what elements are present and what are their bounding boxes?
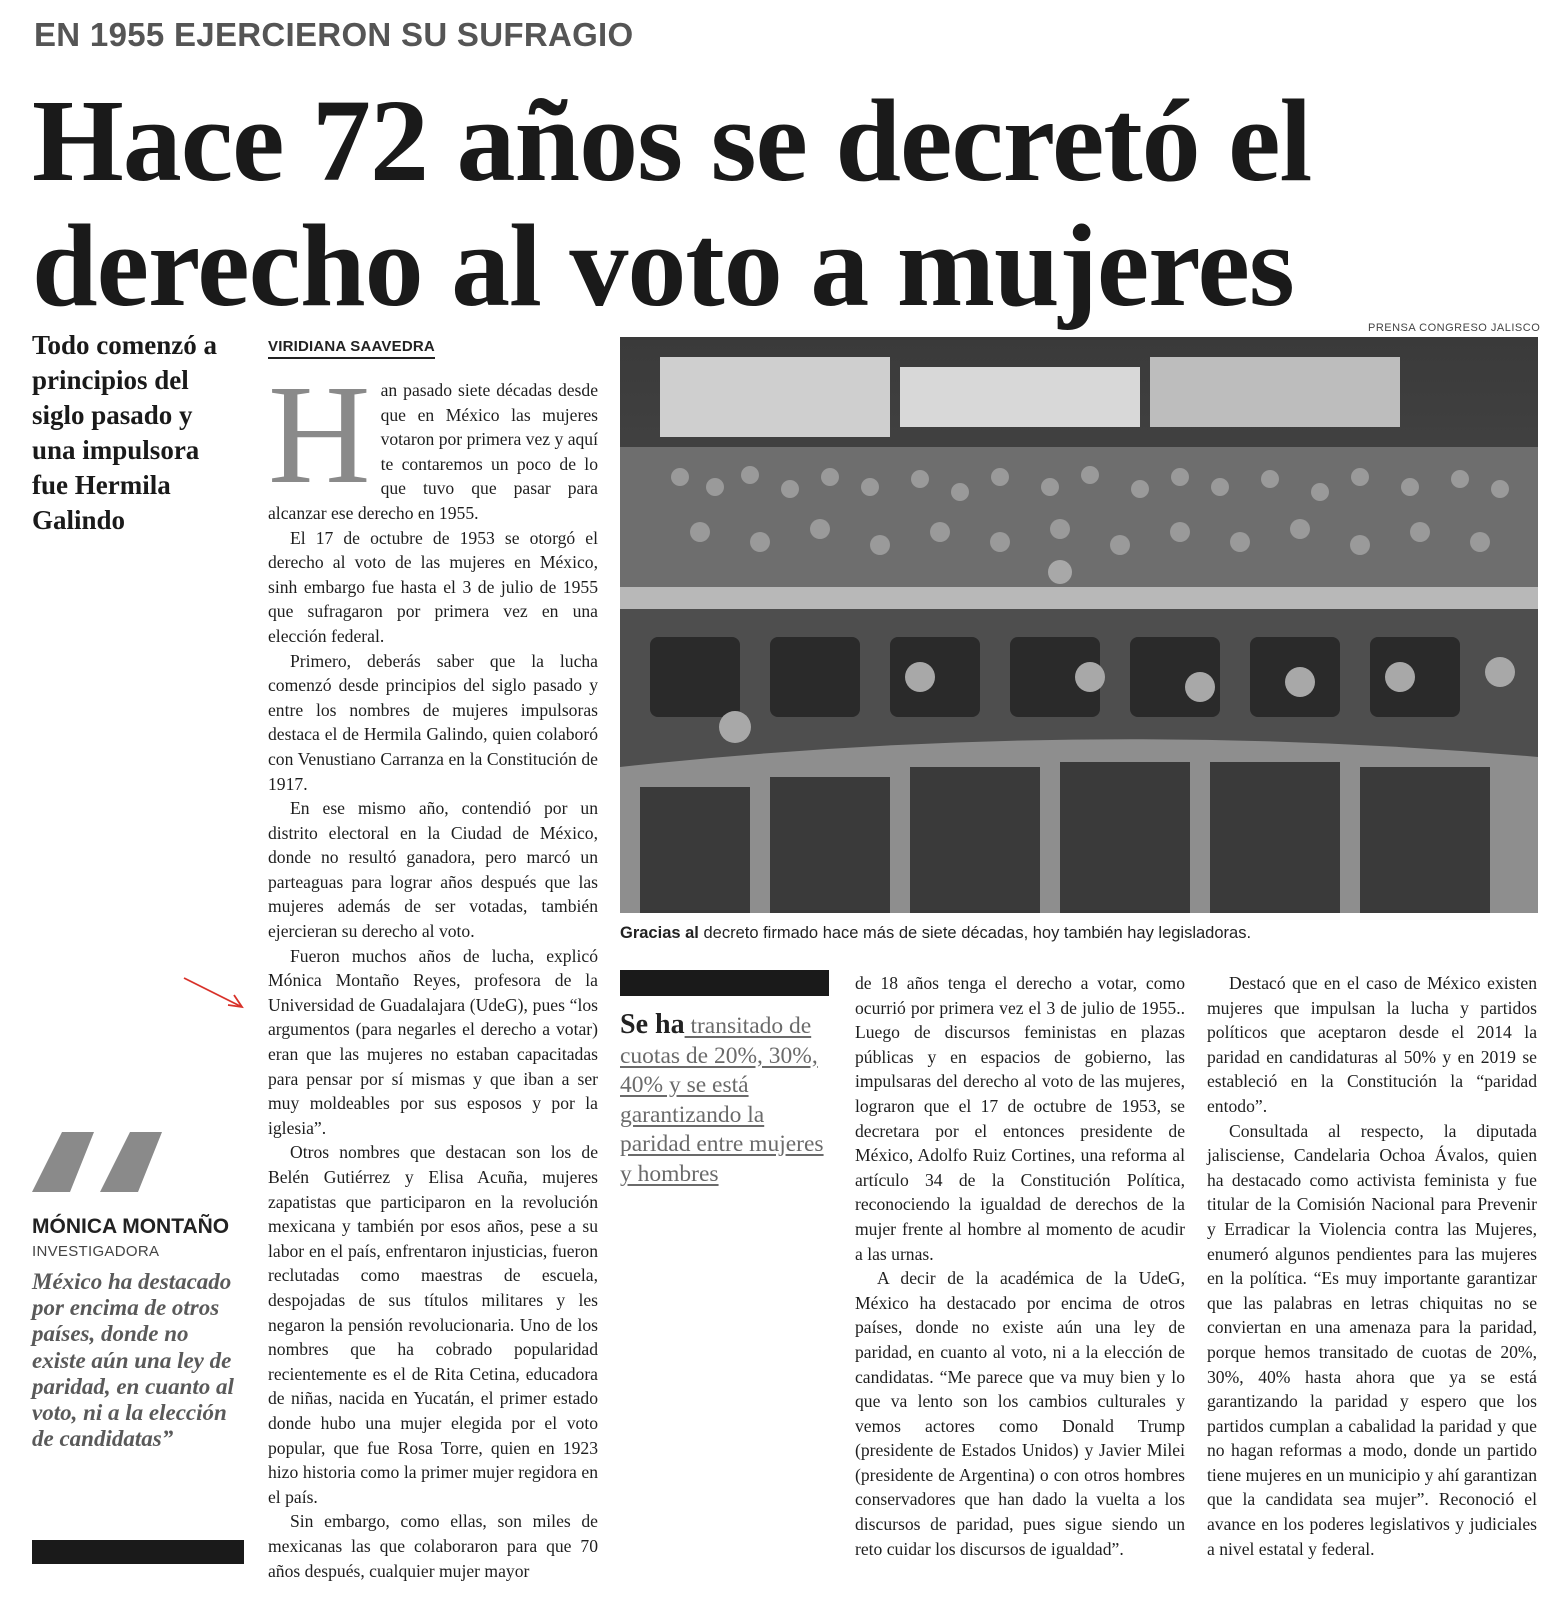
paragraph: de 18 años tenga el derecho a votar, como ocurrió por primera vez el 3 de julio de 1955.. Luego de discursos feministas en plazas públicas y en espacios de gobierno, las impulsaras del derecho al voto de las mujeres, lograron que el 17 de octubre de 1953, se decretara por el entonces presidente de México, Adolfo Ruiz Cortines, una reforma al artículo 34 de la Constitución Política, reconociendo la igualdad de derechos de la mujer frente al hombre al momento de acudir a las urnas.: [855, 973, 1185, 1264]
congress-hall-illustration: [620, 337, 1538, 913]
paragraph: Primero, deberás saber que la lucha comenzó desde principios del siglo pasado y entre los nombres de mujeres impulsoras destaca el de Hermila Galindo, quien colaboró con Venustiano Carranza en la Constitución de 1917.: [268, 650, 598, 794]
quote-text: México ha destacado por encima de otros países, donde no existe aún una ley de paridad, en cuanto al voto, ni a la elección de candidatas”: [32, 1269, 234, 1452]
pullquote-lead: Se ha: [620, 1009, 685, 1040]
pullquote: [620, 1010, 835, 1189]
article-column-2: [855, 971, 1185, 1561]
caption-lead: Gracias al: [620, 924, 699, 942]
headline: Hace 72 años se decretó el derecho al voto a mujeres: [32, 75, 1312, 331]
article-column-3: [1207, 971, 1537, 1561]
pullquote-text: transitado de cuotas de 20%, 30%, 40% y se está garantizando la paridad entre mujeres y hombres: [620, 1013, 824, 1187]
paragraph: En ese mismo año, contendió por un distrito electoral en la Ciudad de México, donde no resultó ganadora, pero marcó un parteaguas para lograr años después que las mujeres además de ser votadas, también ejercieran su derecho al voto.: [268, 798, 598, 942]
quote-role: INVESTIGADORA: [32, 1243, 160, 1260]
paragraph: Consultada al respecto, la diputada jalisciense, Candelaria Ochoa Ávalos, quien ha destacado como activista feminista y fue titular de la Comisión Nacional para Prevenir y Erradicar la Violencia contra las Mujeres, enumeró algunos pendientes para las mujeres en la política. “Es muy importante garantizar que las palabras en letras chiquitas no se conviertan en una amenaza para la paridad, porque hemos transitado de cuotas de 20%, 30%, 40% hasta ahora que ya se está garantizando la paridad y espero que los partidos cumplan a cabalidad la paridad y que no hagan reformas a modo, donde un partido tiene mujeres en un municipio y ahí garantizan que la candidata sea mujer”. Reconoció el avance en los poderes legislativos y judiciales a nivel estatal y federal.: [1207, 1120, 1537, 1559]
drop-cap: H: [268, 355, 371, 513]
quote-marks-icon: [32, 1132, 168, 1192]
paragraph: Otros nombres que destacan son los de Belén Gutiérrez y Elisa Acuña, mujeres zapatistas que participaron en la revolución mexicana y también por esos años, pese a su labor en el país, enfrentaron injusticias, fueron reclutadas como maestras de escuela, despojadas de sus títulos militares y les negaron la pensión revolucionaria. Uno de los nombres que ha cobrado popularidad recientemente es el de Rita Cetina, educadora de niñas, nacida en Yucatán, el primer estado donde hubo una mujer elegida por el voto popular, que fue Rosa Torre, quien en 1923 hizo historia como la primer mujer regidora en el país.: [268, 1142, 598, 1507]
paragraph: A decir de la académica de la UdeG, México ha destacado por encima de otros países, donde no existe aún una ley de paridad, en cuanto al voto, ni a la elección de candidatas. “Me parece que va muy bien y lo que va lento son los cambios culturales y vemos actores como Donald Trump (presidente de Estados Unidos) y Javier Milei (presidente de Argentina) o con otros hombres conservadores que han dado la vuelta a los discursos de paridad, pues sigue siendo un reto cuidar los discursos de igualdad”.: [855, 1268, 1185, 1559]
paragraph: Destacó que en el caso de México existen mujeres que impulsan la lucha y partidos políticos que aceptaron desde el 2014 la paridad en candidaturas al 50% y en 2019 se estableció en la Constitución la “paridad entodo”.: [1207, 973, 1537, 1116]
red-arrow-icon: [182, 976, 246, 1010]
paragraph: El 17 de octubre de 1953 se otorgó el derecho al voto de las mujeres en México, sinh embargo fue hasta el 3 de julio de 1955 que sufragaron por primera vez en una elección federal.: [268, 527, 598, 646]
caption-text: decreto firmado hace más de siete décadas, hoy también hay legisladoras.: [698, 924, 1252, 942]
pullquote-bar: [620, 970, 829, 996]
photo-caption: [620, 924, 1251, 943]
photo-credit: PRENSA CONGRESO JALISCO: [1368, 322, 1541, 334]
quote-name: MÓNICA MONTAÑO: [32, 1215, 230, 1238]
congress-photo: [620, 337, 1538, 913]
quote-bar: [32, 1540, 244, 1564]
kicker: EN 1955 EJERCIERON SU SUFRAGIO: [34, 16, 634, 53]
byline: VIRIDIANA SAAVEDRA: [268, 338, 435, 359]
paragraph: Sin embargo, como ellas, son miles de mexicanas las que colaboraron para que 70 años después, cualquier mujer mayor: [268, 1511, 598, 1581]
article-column-1: [268, 355, 598, 1583]
paragraph: Fueron muchos años de lucha, explicó Mónica Montaño Reyes, profesora de la Universidad de Guadalajara (UdeG), pues “los argumentos (para negarles el derecho a votar) eran que las mujeres no estaban capacitadas para pensar por sí mismas y que iban a ser muy moldeables por sus esposos y por la iglesia”.: [268, 945, 598, 1138]
paragraph: an pasado siete décadas desde que en México las mujeres votaron por primera vez y aquí te contaremos un poco de lo que tuvo que pasar para alcanzar ese derecho en 1955.: [268, 380, 598, 523]
deck: Todo comenzó a principios del siglo pasado y una impulsora fue Hermila Galindo: [32, 330, 218, 535]
